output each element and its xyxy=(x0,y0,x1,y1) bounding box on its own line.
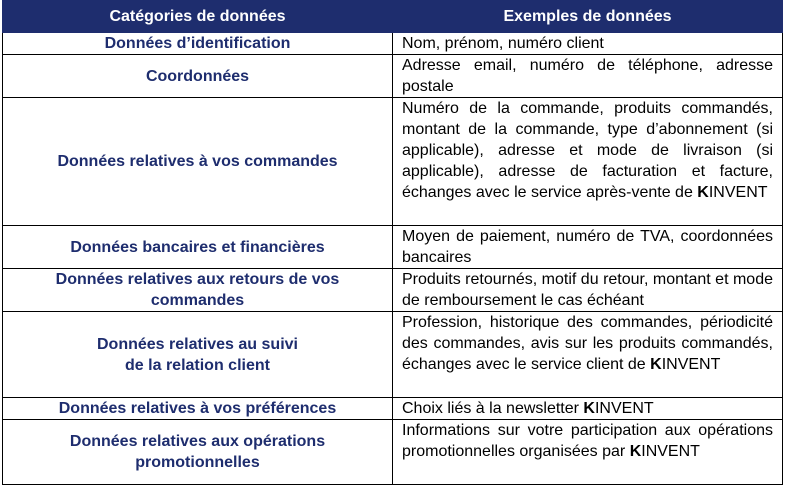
table-row xyxy=(3,269,783,312)
category-cell: Coordonnées xyxy=(3,55,393,98)
table-row xyxy=(3,226,783,269)
table-row xyxy=(3,33,783,55)
examples-text: Informations sur votre participation aux opérations promotionnelles organisées par xyxy=(402,422,773,460)
header-examples: Exemples de données xyxy=(393,1,783,33)
brand-name-rest: INVENT xyxy=(708,184,768,201)
examples-text: Numéro de la commande, produits commandés, montant de la commande, type d’abonnement (si applicable), adresse et mode de livraison (si applicable), adresse de facturation et facture, échanges avec le service après-vente de xyxy=(402,100,773,201)
category-line-2: de la relation client xyxy=(125,356,270,374)
brand-name-rest: INVENT xyxy=(661,356,721,373)
table-row xyxy=(3,98,783,226)
brand-name-rest: INVENT xyxy=(641,443,700,460)
category-cell: Données relatives à vos préférences xyxy=(3,398,393,420)
category-cell: Données relatives aux retours de vos commandes xyxy=(3,269,393,312)
category-cell: Données bancaires et financières xyxy=(3,226,393,269)
examples-text: Profession, historique des commandes, périodicité des commandes, avis sur les produits commandés, échanges avec le service client de xyxy=(402,314,773,373)
category-cell: Données relatives à vos commandes xyxy=(3,98,393,226)
examples-cell xyxy=(393,420,783,485)
examples-cell: Moyen de paiement, numéro de TVA, coordonnées bancaires xyxy=(393,226,783,269)
table-row xyxy=(3,398,783,420)
category-cell: Données relatives aux opérations promotionnelles xyxy=(3,420,393,485)
category-cell: Données d’identification xyxy=(3,33,393,55)
brand-k-letter: K xyxy=(650,356,662,373)
brand-name-rest: INVENT xyxy=(594,400,654,417)
brand-k-letter: K xyxy=(583,400,595,417)
header-categories: Catégories de données xyxy=(3,1,393,33)
category-cell xyxy=(3,312,393,398)
examples-cell xyxy=(393,98,783,226)
examples-cell: Nom, prénom, numéro client xyxy=(393,33,783,55)
brand-k-letter: K xyxy=(629,443,642,460)
examples-cell: Produits retournés, motif du retour, montant et mode de remboursement le cas échéant xyxy=(393,269,783,312)
table-row xyxy=(3,312,783,398)
table-row xyxy=(3,420,783,485)
examples-cell xyxy=(393,398,783,420)
table-row xyxy=(3,55,783,98)
examples-cell: Adresse email, numéro de téléphone, adresse postale xyxy=(393,55,783,98)
examples-text: Choix liés à la newsletter xyxy=(402,400,584,417)
table-header-row xyxy=(3,1,783,33)
data-categories-table xyxy=(2,0,783,485)
examples-cell xyxy=(393,312,783,398)
category-line-1: Données relatives au suivi xyxy=(97,335,298,353)
brand-k-letter: K xyxy=(697,184,709,201)
